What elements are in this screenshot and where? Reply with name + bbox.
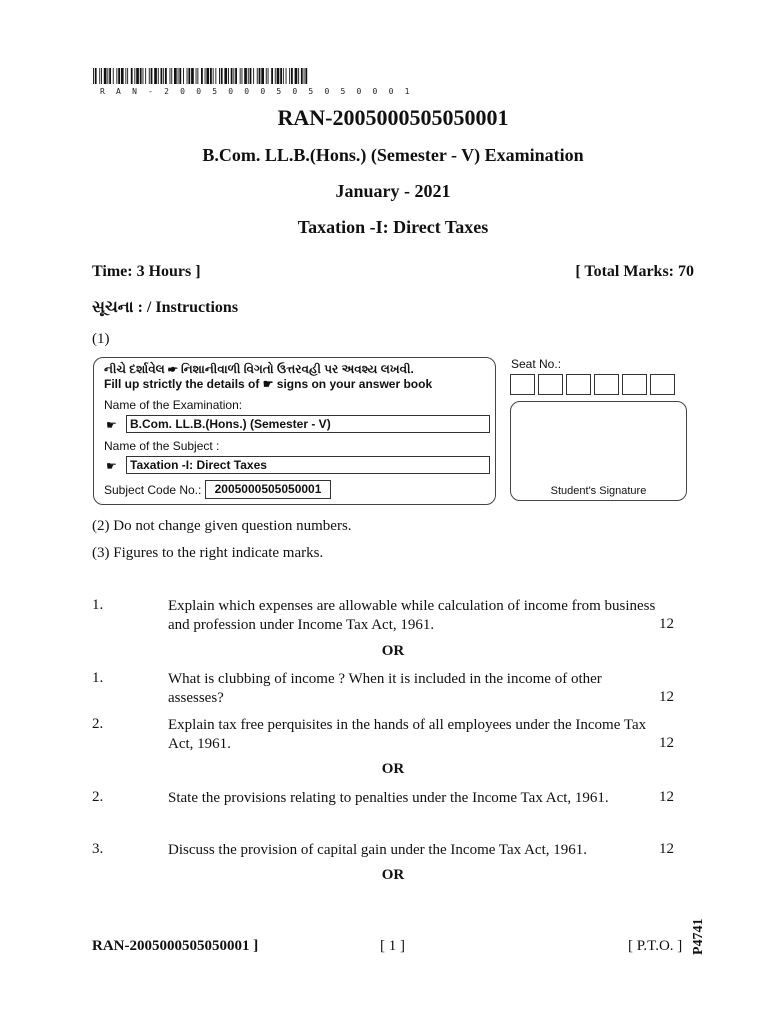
question-number: 1.	[92, 597, 104, 613]
gujarati-instruction: નીચે દર્શાવેલ ☛ નિશાનીવાળી વિગતો ઉત્તરવહી પર અવશ્ય લખવી.	[104, 362, 414, 376]
paper-code-title: RAN-2005000505050001	[277, 105, 509, 130]
exam-title: B.Com. LL.B.(Hons.) (Semester - V) Examination	[202, 145, 584, 165]
page-number: [ 1 ]	[380, 938, 405, 954]
question-marks: 12	[659, 689, 674, 705]
signature-box	[510, 401, 687, 501]
instruction-3: (3) Figures to the right indicate marks.	[92, 545, 324, 561]
seat-cell	[594, 374, 619, 395]
question-marks: 12	[659, 789, 674, 805]
question-number: 2.	[92, 716, 104, 732]
instructions-heading: સૂચના : / Instructions	[92, 299, 239, 316]
paper-serial-code: P4741	[691, 918, 706, 955]
question-text: State the provisions relating to penalties under the Income Tax Act, 1961.	[168, 790, 609, 806]
exam-name-label: Name of the Examination:	[104, 398, 243, 412]
or-separator: OR	[381, 643, 405, 659]
exam-date: January - 2021	[335, 181, 451, 201]
seat-cell	[538, 374, 563, 395]
instruction-1-number: (1)	[92, 331, 110, 347]
answer-book-details-box	[93, 357, 496, 505]
pto-label: [ P.T.O. ]	[628, 938, 683, 954]
seat-cell	[566, 374, 591, 395]
seat-cell	[650, 374, 675, 395]
question-marks: 12	[659, 616, 674, 632]
subject-code-label: Subject Code No.:	[104, 483, 202, 497]
seat-number-label: Seat No.:	[511, 357, 562, 371]
question-marks: 12	[659, 735, 674, 751]
question-text: Explain tax free perquisites in the hands of all employees under the Income Tax Act, 1961.	[168, 717, 647, 752]
barcode	[93, 68, 309, 84]
seat-cell	[510, 374, 535, 395]
footer-paper-code: RAN-2005000505050001 ]	[92, 938, 259, 954]
seat-number-boxes	[510, 374, 675, 395]
instruction-2: (2) Do not change given question numbers.	[92, 518, 352, 534]
question-text: Discuss the provision of capital gain under the Income Tax Act, 1961.	[168, 842, 587, 858]
total-marks: [ Total Marks: 70	[575, 263, 694, 280]
question-text: What is clubbing of income ? When it is included in the income of other assesses?	[168, 671, 602, 706]
english-instruction: Fill up strictly the details of ☛ signs on your answer book	[104, 377, 433, 391]
pointing-hand-icon: ☛	[106, 418, 117, 432]
or-separator: OR	[381, 761, 405, 777]
signature-label: Student's Signature	[550, 485, 647, 497]
time-allowed: Time: 3 Hours ]	[92, 263, 201, 280]
question-marks: 12	[659, 841, 674, 857]
subject-title: Taxation -I: Direct Taxes	[297, 217, 489, 237]
subject-name-label: Name of the Subject :	[104, 439, 220, 453]
or-separator: OR	[381, 867, 405, 883]
subject-code-field: 2005000505050001	[205, 480, 331, 499]
subject-name-field: Taxation -I: Direct Taxes	[126, 456, 490, 474]
question-number: 2.	[92, 789, 104, 805]
question-number: 3.	[92, 841, 104, 857]
pointing-hand-icon: ☛	[106, 459, 117, 473]
seat-cell	[622, 374, 647, 395]
question-text: Explain which expenses are allowable while calculation of income from business and profession under Income Tax Act, 1961.	[168, 598, 656, 633]
barcode-text: R A N - 2 0 0 5 0 0 0 5 0 5 0 5 0 0 0 1	[100, 87, 413, 96]
question-number: 1.	[92, 670, 104, 686]
exam-name-field: B.Com. LL.B.(Hons.) (Semester - V)	[126, 415, 490, 433]
